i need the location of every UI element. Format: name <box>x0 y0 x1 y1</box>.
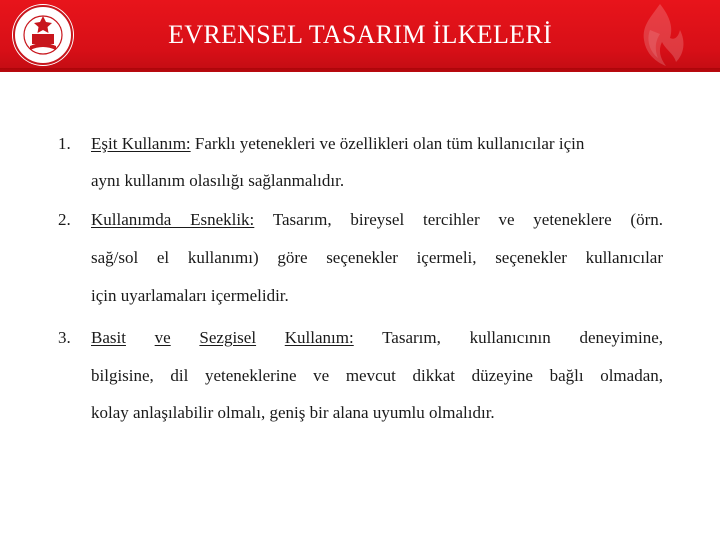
item-line: bilgisine, dil yeteneklerine ve mevcut dikkat düzeyine bağlı olmadan, <box>91 366 663 385</box>
item-number: 2. <box>58 210 71 229</box>
item-text: Farklı yetenekleri ve özellikleri olan tüm kullanıcılar için <box>190 134 585 153</box>
item-number: 1. <box>58 134 71 153</box>
page-title: EVRENSEL TASARIM İLKELERİ <box>168 20 552 49</box>
item-term-word: ve <box>154 328 171 347</box>
item-term: Eşit Kullanım: <box>91 134 191 153</box>
item-term-word: Sezgisel <box>199 328 257 347</box>
item-term: Kullanımda Esneklik: <box>91 210 255 229</box>
item-line: aynı kullanım olasılığı sağlanmalıdır. <box>91 171 345 190</box>
item-text: Tasarım, bireysel tercihler ve yeteneklere (örn. <box>272 210 664 229</box>
item-line: için uyarlamaları içermelidir. <box>91 286 289 305</box>
item-term-word: Kullanım: <box>284 328 354 347</box>
item-line <box>91 134 663 154</box>
item-line <box>91 210 663 230</box>
item-line: kolay anlaşılabilir olmalı, geniş bir alana uyumlu olmalıdır. <box>91 403 495 422</box>
item-number: 3. <box>58 328 71 347</box>
item-line: sağ/sol el kullanımı) göre seçenekler içermeli, seçenekler kullanıcılar <box>91 248 663 267</box>
item-line <box>91 328 663 348</box>
item-term-word: Basit <box>91 328 126 347</box>
item-text: Tasarım, kullanıcının deneyimine, <box>382 328 664 347</box>
